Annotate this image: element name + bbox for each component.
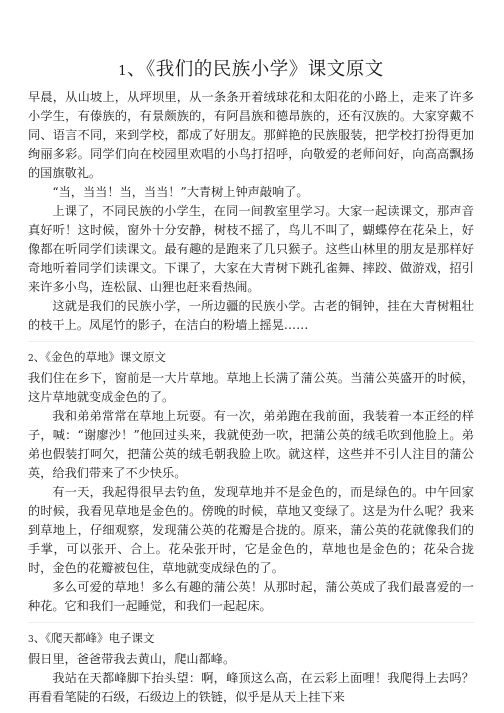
section-1 — [28, 88, 474, 335]
paragraph: 我站在天都峰脚下抬头望：啊，峰顶这么高，在云彩上面哩！我爬得上去吗？再看看笔陡的石级，石级边上的铁链，似乎是从天上挂下来 — [28, 671, 474, 704]
paragraph: 多么可爱的草地！多么有趣的蒲公英！从那时起，蒲公英成了我们最喜爱的一种花。它和我们一起睡觉，和我们一起起床。 — [28, 580, 474, 613]
paragraph: 早晨，从山坡上，从坪坝里，从一条条开着绒球花和太阳花的小路上，走来了许多小学生，有傣族的，有景颇族的，有阿昌族和德昂族的，还有汉族的。大家穿戴不同、语言不同，来到学校，都成了好朋友。那鲜艳的民族服装，把学校打扮得更加绚丽多彩。同学们向在校园里欢唱的小鸟打招呼，向敬爱的老师问好，向高高飘扬的国旗敬礼。 — [28, 90, 474, 180]
paragraph: 我和弟弟常常在草地上玩耍。有一次，弟弟跑在我前面，我装着一本正经的样子，喊：“谢廖沙！”他回过头来，我就使劲一吹，把蒲公英的绒毛吹到他脸上。弟弟也假装打呵欠，把蒲公英的绒毛朝我脸上吹。就这样，这些并不引人注目的蒲公英，给我们带来了不少快乐。 — [28, 409, 474, 480]
title-text: 、《我们的民族小学》课文原文 — [127, 59, 384, 80]
section-2 — [28, 348, 474, 616]
paragraph: 我们住在乡下，窗前是一大片草地。草地上长满了蒲公英。当蒲公英盛开的时候，这片草地就变成金色的了。 — [28, 371, 474, 404]
paragraph: “当，当当！当，当当！”大青树上钟声敲响了。 — [52, 185, 309, 199]
section-heading — [28, 348, 474, 369]
heading-number: 3 — [28, 635, 34, 645]
heading-text: 、《爬天都峰》电子课文 — [33, 631, 155, 645]
section-heading — [28, 629, 474, 650]
heading-number: 2 — [28, 354, 34, 364]
paragraph: 假日里，爸爸带我去黄山，爬山都峰。 — [28, 652, 236, 666]
title-number: 1 — [118, 64, 127, 79]
paragraph: 这就是我们的民族小学，一所边疆的民族小学。古老的铜钟，挂在大青树粗壮的枝干上。凤尾竹的影子，在洁白的粉墙上摇晃…… — [28, 299, 474, 332]
paragraph: 有一天，我起得很早去钓鱼，发现草地并不是金色的，而是绿色的。中午回家的时候，我看见草地是金色的。傍晚的时候，草地又变绿了。这是为什么呢？我来到草地上，仔细观察，发现蒲公英的花瓣是合拢的。原来，蒲公英的花就像我们的手掌，可以张开、合上。花朵张开时，它是金色的，草地也是金色的；花朵合拢时，金色的花瓣被包住，草地就变成绿色的了。 — [28, 485, 474, 575]
paragraph: 上课了，不同民族的小学生，在同一间教室里学习。大家一起读课文，那声音真好听！这时候，窗外十分安静，树枝不摇了，鸟儿不叫了，蝴蝶停在花朵上，好像都在听同学们读课文。最有趣的是跑来了几只猴子。这些山林里的朋友是那样好奇地听着同学们读课文。下课了，大家在大青树下跳孔雀舞、摔跤、做游戏，招引来许多小鸟，连松鼠、山狸也赶来看热闹。 — [28, 204, 474, 294]
document-title — [28, 0, 474, 84]
heading-text: 、《金色的草地》课文原文 — [33, 350, 166, 364]
section-divider — [28, 622, 474, 623]
section-divider — [28, 341, 474, 342]
section-3 — [28, 629, 474, 707]
